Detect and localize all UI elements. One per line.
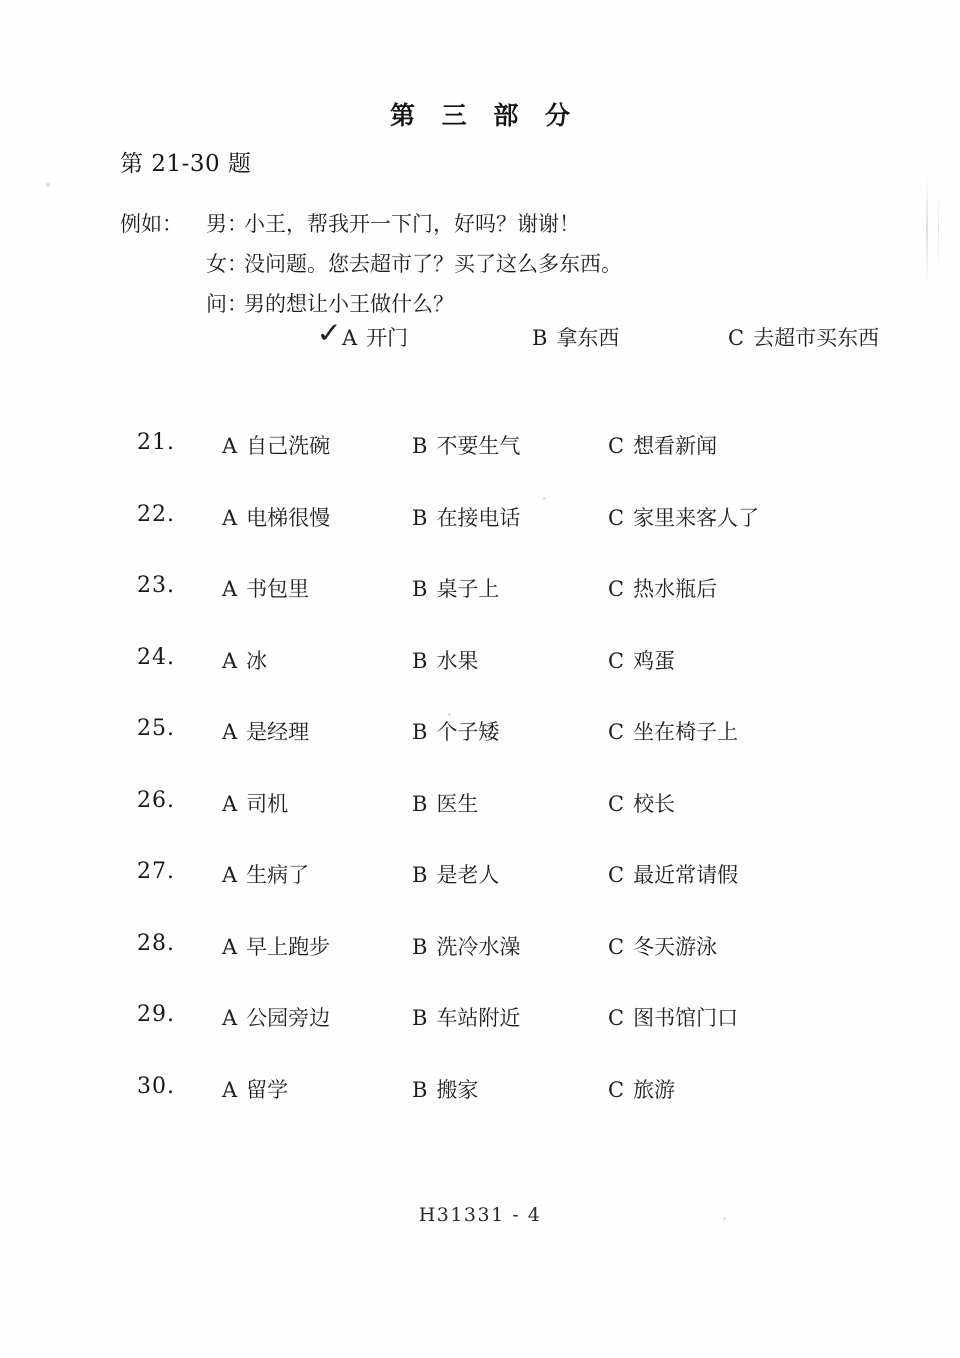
question-option-a[interactable] — [222, 645, 267, 675]
example-speaker-male: 男： — [206, 212, 248, 236]
question-option-a[interactable] — [222, 430, 330, 460]
option-letter: C — [608, 1077, 625, 1102]
question-number: 24. — [137, 644, 175, 670]
option-letter: B — [412, 505, 428, 530]
question-option-b[interactable] — [412, 430, 520, 460]
option-letter: B — [412, 577, 428, 601]
question-option-c[interactable] — [608, 502, 759, 532]
option-letter: A — [222, 505, 238, 530]
question-range-label: 第 21-30 题 — [120, 151, 252, 177]
option-text: 电梯很慢 — [246, 505, 331, 530]
option-text: 车站附近 — [436, 1006, 521, 1030]
option-text: 留学 — [246, 1077, 289, 1102]
option-letter: B — [532, 326, 548, 350]
option-letter: A — [342, 326, 358, 350]
option-letter: A — [222, 1077, 238, 1102]
option-text: 司机 — [246, 791, 289, 816]
option-text: 坐在椅子上 — [633, 720, 739, 744]
option-text: 在接电话 — [436, 505, 521, 530]
scan-speck — [46, 183, 50, 187]
option-text: 生病了 — [246, 863, 310, 887]
option-text: 自己洗碗 — [246, 434, 331, 458]
question-row — [0, 1074, 960, 1146]
option-text: 去超市买东西 — [753, 326, 880, 350]
question-row — [0, 502, 960, 574]
option-letter: B — [412, 1006, 428, 1030]
question-option-a[interactable] — [222, 931, 330, 961]
example-speaker-female: 女： — [206, 252, 248, 276]
question-number: 23. — [137, 573, 175, 598]
question-number: 26. — [137, 787, 175, 813]
option-text: 冰 — [246, 648, 268, 673]
question-option-b[interactable] — [412, 1074, 478, 1104]
question-option-c[interactable] — [608, 1074, 675, 1104]
option-text: 不要生气 — [436, 434, 521, 458]
question-number: 29. — [137, 1002, 175, 1027]
section-title: 第 三 部 分 — [389, 101, 580, 130]
question-option-b[interactable] — [412, 859, 499, 889]
example-text-question: 男的想让小王做什么？ — [244, 292, 454, 316]
question-option-c[interactable] — [608, 430, 717, 460]
question-row — [0, 430, 960, 502]
example-option-c[interactable] — [728, 322, 879, 352]
example-option-a[interactable] — [342, 322, 408, 352]
option-text: 图书馆门口 — [633, 1006, 739, 1030]
option-text: 热水瓶后 — [633, 577, 718, 601]
question-list — [0, 430, 960, 1145]
option-letter: A — [222, 434, 238, 458]
option-letter: C — [608, 934, 625, 959]
option-text: 洗冷水澡 — [436, 934, 521, 959]
question-option-a[interactable] — [222, 573, 309, 603]
example-label: 例如： — [120, 212, 183, 236]
option-letter: C — [608, 791, 625, 816]
option-letter: C — [608, 863, 625, 887]
option-letter: C — [608, 505, 625, 530]
option-text: 个子矮 — [436, 720, 500, 744]
question-option-b[interactable] — [412, 502, 520, 532]
option-letter: A — [222, 720, 238, 744]
option-text: 水果 — [436, 648, 479, 673]
option-letter: B — [412, 863, 428, 887]
question-number: 28. — [137, 930, 175, 956]
example-line-female — [120, 244, 860, 284]
question-option-b[interactable] — [412, 1002, 520, 1032]
question-option-b[interactable] — [412, 645, 478, 675]
option-letter: B — [412, 791, 428, 816]
option-letter: B — [412, 1077, 428, 1102]
question-option-b[interactable] — [412, 573, 499, 603]
question-option-a[interactable] — [222, 1002, 330, 1032]
question-option-a[interactable] — [222, 502, 330, 532]
question-option-a[interactable] — [222, 716, 309, 746]
question-option-b[interactable] — [412, 931, 520, 961]
question-option-c[interactable] — [608, 788, 675, 818]
question-row — [0, 1002, 960, 1074]
checkmark-icon: ✓ — [314, 317, 344, 350]
option-letter: B — [412, 648, 428, 673]
example-block — [120, 204, 860, 324]
option-text: 校长 — [633, 791, 676, 816]
scan-streak — [926, 175, 928, 285]
question-number: 27. — [137, 859, 175, 884]
example-text-male: 小王，帮我开一下门，好吗？谢谢！ — [244, 212, 580, 236]
option-letter: C — [608, 720, 625, 744]
page-footer: H31331 - 4 — [418, 1204, 542, 1226]
option-text: 早上跑步 — [246, 934, 331, 959]
option-text: 桌子上 — [436, 577, 500, 601]
question-number: 25. — [137, 716, 175, 741]
option-text: 拿东西 — [556, 326, 620, 350]
question-number: 22. — [137, 501, 175, 527]
option-letter: A — [222, 863, 238, 887]
option-text: 冬天游泳 — [633, 934, 718, 959]
example-option-b[interactable] — [532, 322, 619, 352]
scan-streak — [938, 188, 939, 272]
question-option-a[interactable] — [222, 1074, 288, 1104]
question-row — [0, 788, 960, 860]
question-option-b[interactable] — [412, 788, 478, 818]
question-row — [0, 645, 960, 717]
question-number: 30. — [137, 1073, 175, 1099]
option-letter: C — [608, 648, 625, 673]
option-text: 搬家 — [436, 1077, 479, 1102]
option-letter: B — [412, 434, 428, 458]
example-line-question — [120, 284, 860, 324]
option-text: 旅游 — [633, 1077, 676, 1102]
question-option-a[interactable] — [222, 788, 288, 818]
question-option-c[interactable] — [608, 573, 717, 603]
option-text: 医生 — [436, 791, 479, 816]
option-letter: A — [222, 791, 238, 816]
option-letter: A — [222, 648, 238, 673]
option-text: 想看新闻 — [633, 434, 718, 458]
question-option-c[interactable] — [608, 859, 738, 889]
question-row — [0, 931, 960, 1003]
example-options-row — [120, 317, 880, 356]
question-option-c[interactable] — [608, 931, 717, 961]
option-letter: A — [222, 934, 238, 959]
question-number: 21. — [137, 430, 175, 455]
question-row — [0, 716, 960, 788]
question-row — [0, 859, 960, 931]
option-text: 家里来客人了 — [633, 505, 760, 530]
option-text: 是经理 — [246, 720, 310, 744]
option-text: 是老人 — [436, 863, 500, 887]
option-letter: A — [222, 1006, 238, 1030]
example-line-male — [120, 204, 860, 244]
option-letter: C — [608, 1006, 625, 1030]
option-letter: B — [412, 720, 428, 744]
option-text: 开门 — [366, 326, 409, 350]
option-letter: C — [608, 577, 625, 601]
question-row — [0, 573, 960, 645]
question-option-b[interactable] — [412, 716, 499, 746]
option-letter: C — [728, 326, 745, 350]
example-speaker-question: 问： — [206, 292, 248, 316]
option-letter: A — [222, 577, 238, 601]
option-letter: B — [412, 934, 428, 959]
question-option-a[interactable] — [222, 859, 309, 889]
question-option-c[interactable] — [608, 645, 675, 675]
option-text: 书包里 — [246, 577, 310, 601]
question-option-c[interactable] — [608, 716, 738, 746]
question-option-c[interactable] — [608, 1002, 738, 1032]
example-text-female: 没问题。您去超市了？买了这么多东西。 — [244, 252, 622, 276]
option-text: 公园旁边 — [246, 1006, 331, 1030]
option-text: 鸡蛋 — [633, 648, 676, 673]
option-text: 最近常请假 — [633, 863, 739, 887]
option-letter: C — [608, 434, 625, 458]
